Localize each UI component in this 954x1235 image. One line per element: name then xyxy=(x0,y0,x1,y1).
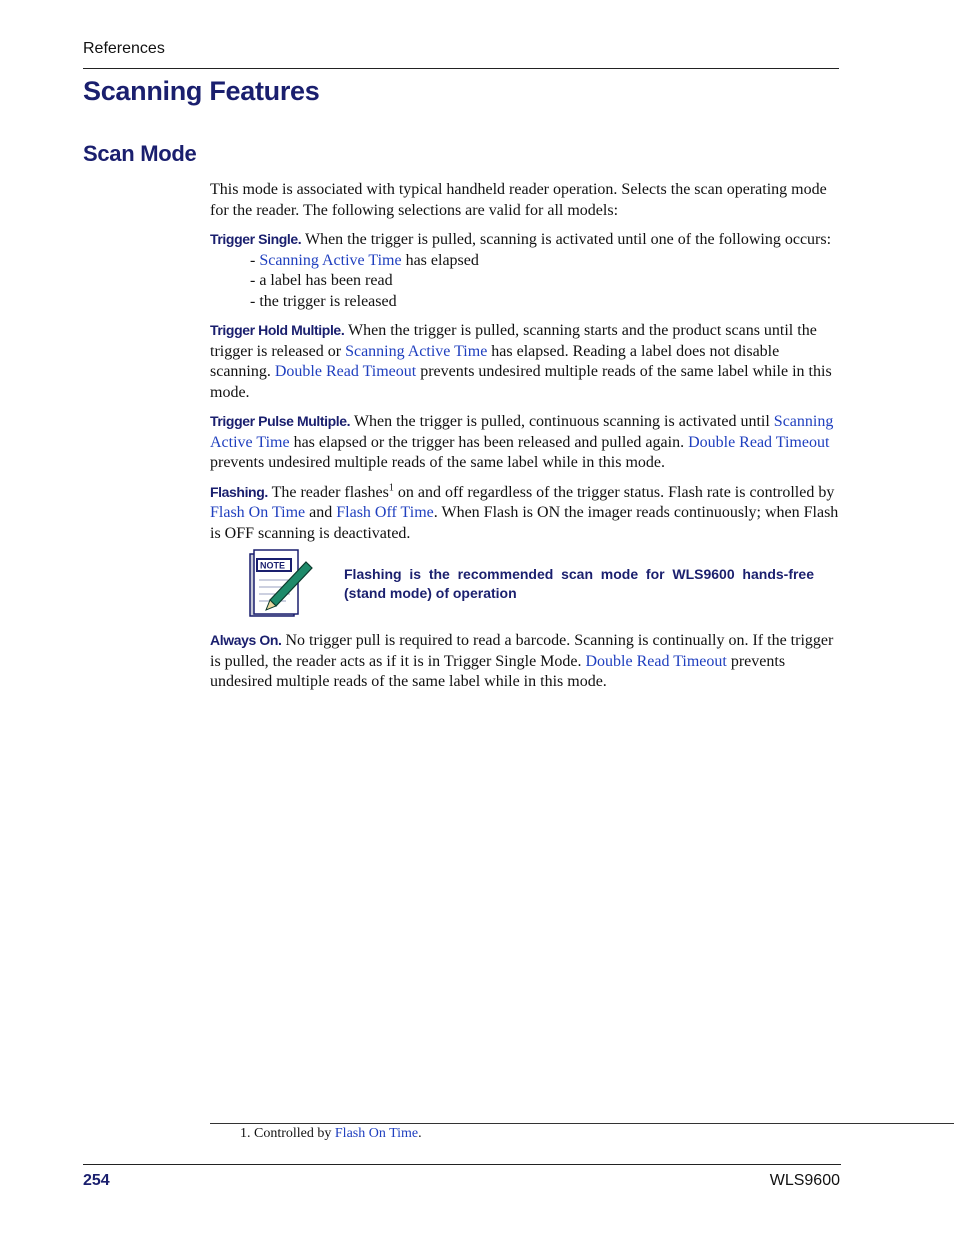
double-read-timeout-link[interactable]: Double Read Timeout xyxy=(688,433,830,451)
trigger-single-conditions xyxy=(250,251,840,313)
product-name: WLS9600 xyxy=(769,1172,840,1189)
trigger-pulse-term: Trigger Pulse Multiple. xyxy=(210,413,351,429)
trigger-pulse-text: has elapsed or the trigger has been released and pulled again. xyxy=(289,433,689,451)
condition-text: has elapsed xyxy=(401,251,479,269)
trigger-pulse-text: When the trigger is pulled, continuous scanning is activated until xyxy=(350,413,774,430)
footnote-text: Controlled by xyxy=(250,1126,335,1141)
page-title: Scanning Features xyxy=(83,76,320,106)
footnote-end: . xyxy=(418,1126,422,1141)
note-callout xyxy=(246,548,840,620)
trigger-pulse-text: prevents undesired multiple reads of the same label while in this mode. xyxy=(210,454,665,471)
flashing-paragraph xyxy=(210,482,840,545)
condition-item xyxy=(250,251,840,272)
always-on-paragraph xyxy=(210,630,840,693)
trigger-hold-text: has elapsed. Reading a label does not disable scanning. xyxy=(210,342,780,380)
trigger-hold-text: prevents undesired multiple reads of the same label while in this mode. xyxy=(210,363,832,401)
intro-paragraph: This mode is associated with typical handheld reader operation. Selects the scan operating mode for the reader. The following selections are valid for all models: xyxy=(210,181,827,219)
flash-on-time-link[interactable]: Flash On Time xyxy=(334,1126,419,1141)
condition-dash: - xyxy=(250,251,260,269)
footer-rule xyxy=(83,1164,841,1165)
scanning-active-time-link[interactable]: Scanning Active Time xyxy=(210,413,834,451)
flashing-text: . When Flash is ON the imager reads continuously; when Flash is OFF scanning is deactivated. xyxy=(210,504,839,542)
footnote-marker[interactable]: 1 xyxy=(388,482,394,494)
trigger-hold-term: Trigger Hold Multiple. xyxy=(210,322,345,338)
trigger-hold-text: When the trigger is pulled, scanning starts and the product scans until the trigger is released or xyxy=(210,322,817,360)
always-on-term: Always On. xyxy=(210,632,282,648)
flash-off-time-link[interactable]: Flash Off Time xyxy=(336,504,434,521)
scanning-active-time-link[interactable]: Scanning Active Time xyxy=(259,251,402,269)
always-on-text: prevents undesired multiple reads of the same label while in this mode. xyxy=(210,652,786,690)
condition-item: - the trigger is released xyxy=(250,292,397,310)
header-rule xyxy=(83,68,839,69)
trigger-single-term: Trigger Single. xyxy=(210,231,302,247)
body-content xyxy=(210,180,840,701)
footnote-number: 1. xyxy=(240,1126,251,1141)
flashing-term: Flashing. xyxy=(210,483,268,500)
flashing-text: The reader flashes xyxy=(267,483,389,501)
scanning-active-time-link[interactable]: Scanning Active Time xyxy=(345,342,488,360)
footnote-rule xyxy=(210,1123,954,1124)
footnote xyxy=(240,1126,422,1142)
section-title: Scan Mode xyxy=(83,141,197,166)
double-read-timeout-link[interactable]: Double Read Timeout xyxy=(585,652,727,670)
trigger-pulse-paragraph xyxy=(210,411,840,474)
flashing-text: on and off regardless of the trigger status. Flash rate is controlled by xyxy=(393,483,835,501)
trigger-single-paragraph xyxy=(210,229,840,251)
note-pen-icon xyxy=(246,548,314,620)
trigger-hold-paragraph xyxy=(210,320,840,403)
condition-item: - a label has been read xyxy=(250,272,393,289)
always-on-text: No trigger pull is required to read a barcode. Scanning is continually on. If the trigger is pulled, the reader acts as if it is in Trigger Single Mode. xyxy=(210,632,834,670)
flash-on-time-link[interactable]: Flash On Time xyxy=(210,504,306,521)
page-number: 254 xyxy=(83,1172,110,1189)
flashing-text: and xyxy=(305,504,337,521)
note-text: Flashing is the recommended scan mode for WLS9600 hands-free (stand mode) of operation xyxy=(344,566,814,601)
note-icon-label: NOTE xyxy=(260,560,286,571)
running-header: References xyxy=(83,40,165,57)
trigger-single-text: When the trigger is pulled, scanning is activated until one of the following occurs: xyxy=(301,231,832,248)
double-read-timeout-link[interactable]: Double Read Timeout xyxy=(274,363,417,380)
